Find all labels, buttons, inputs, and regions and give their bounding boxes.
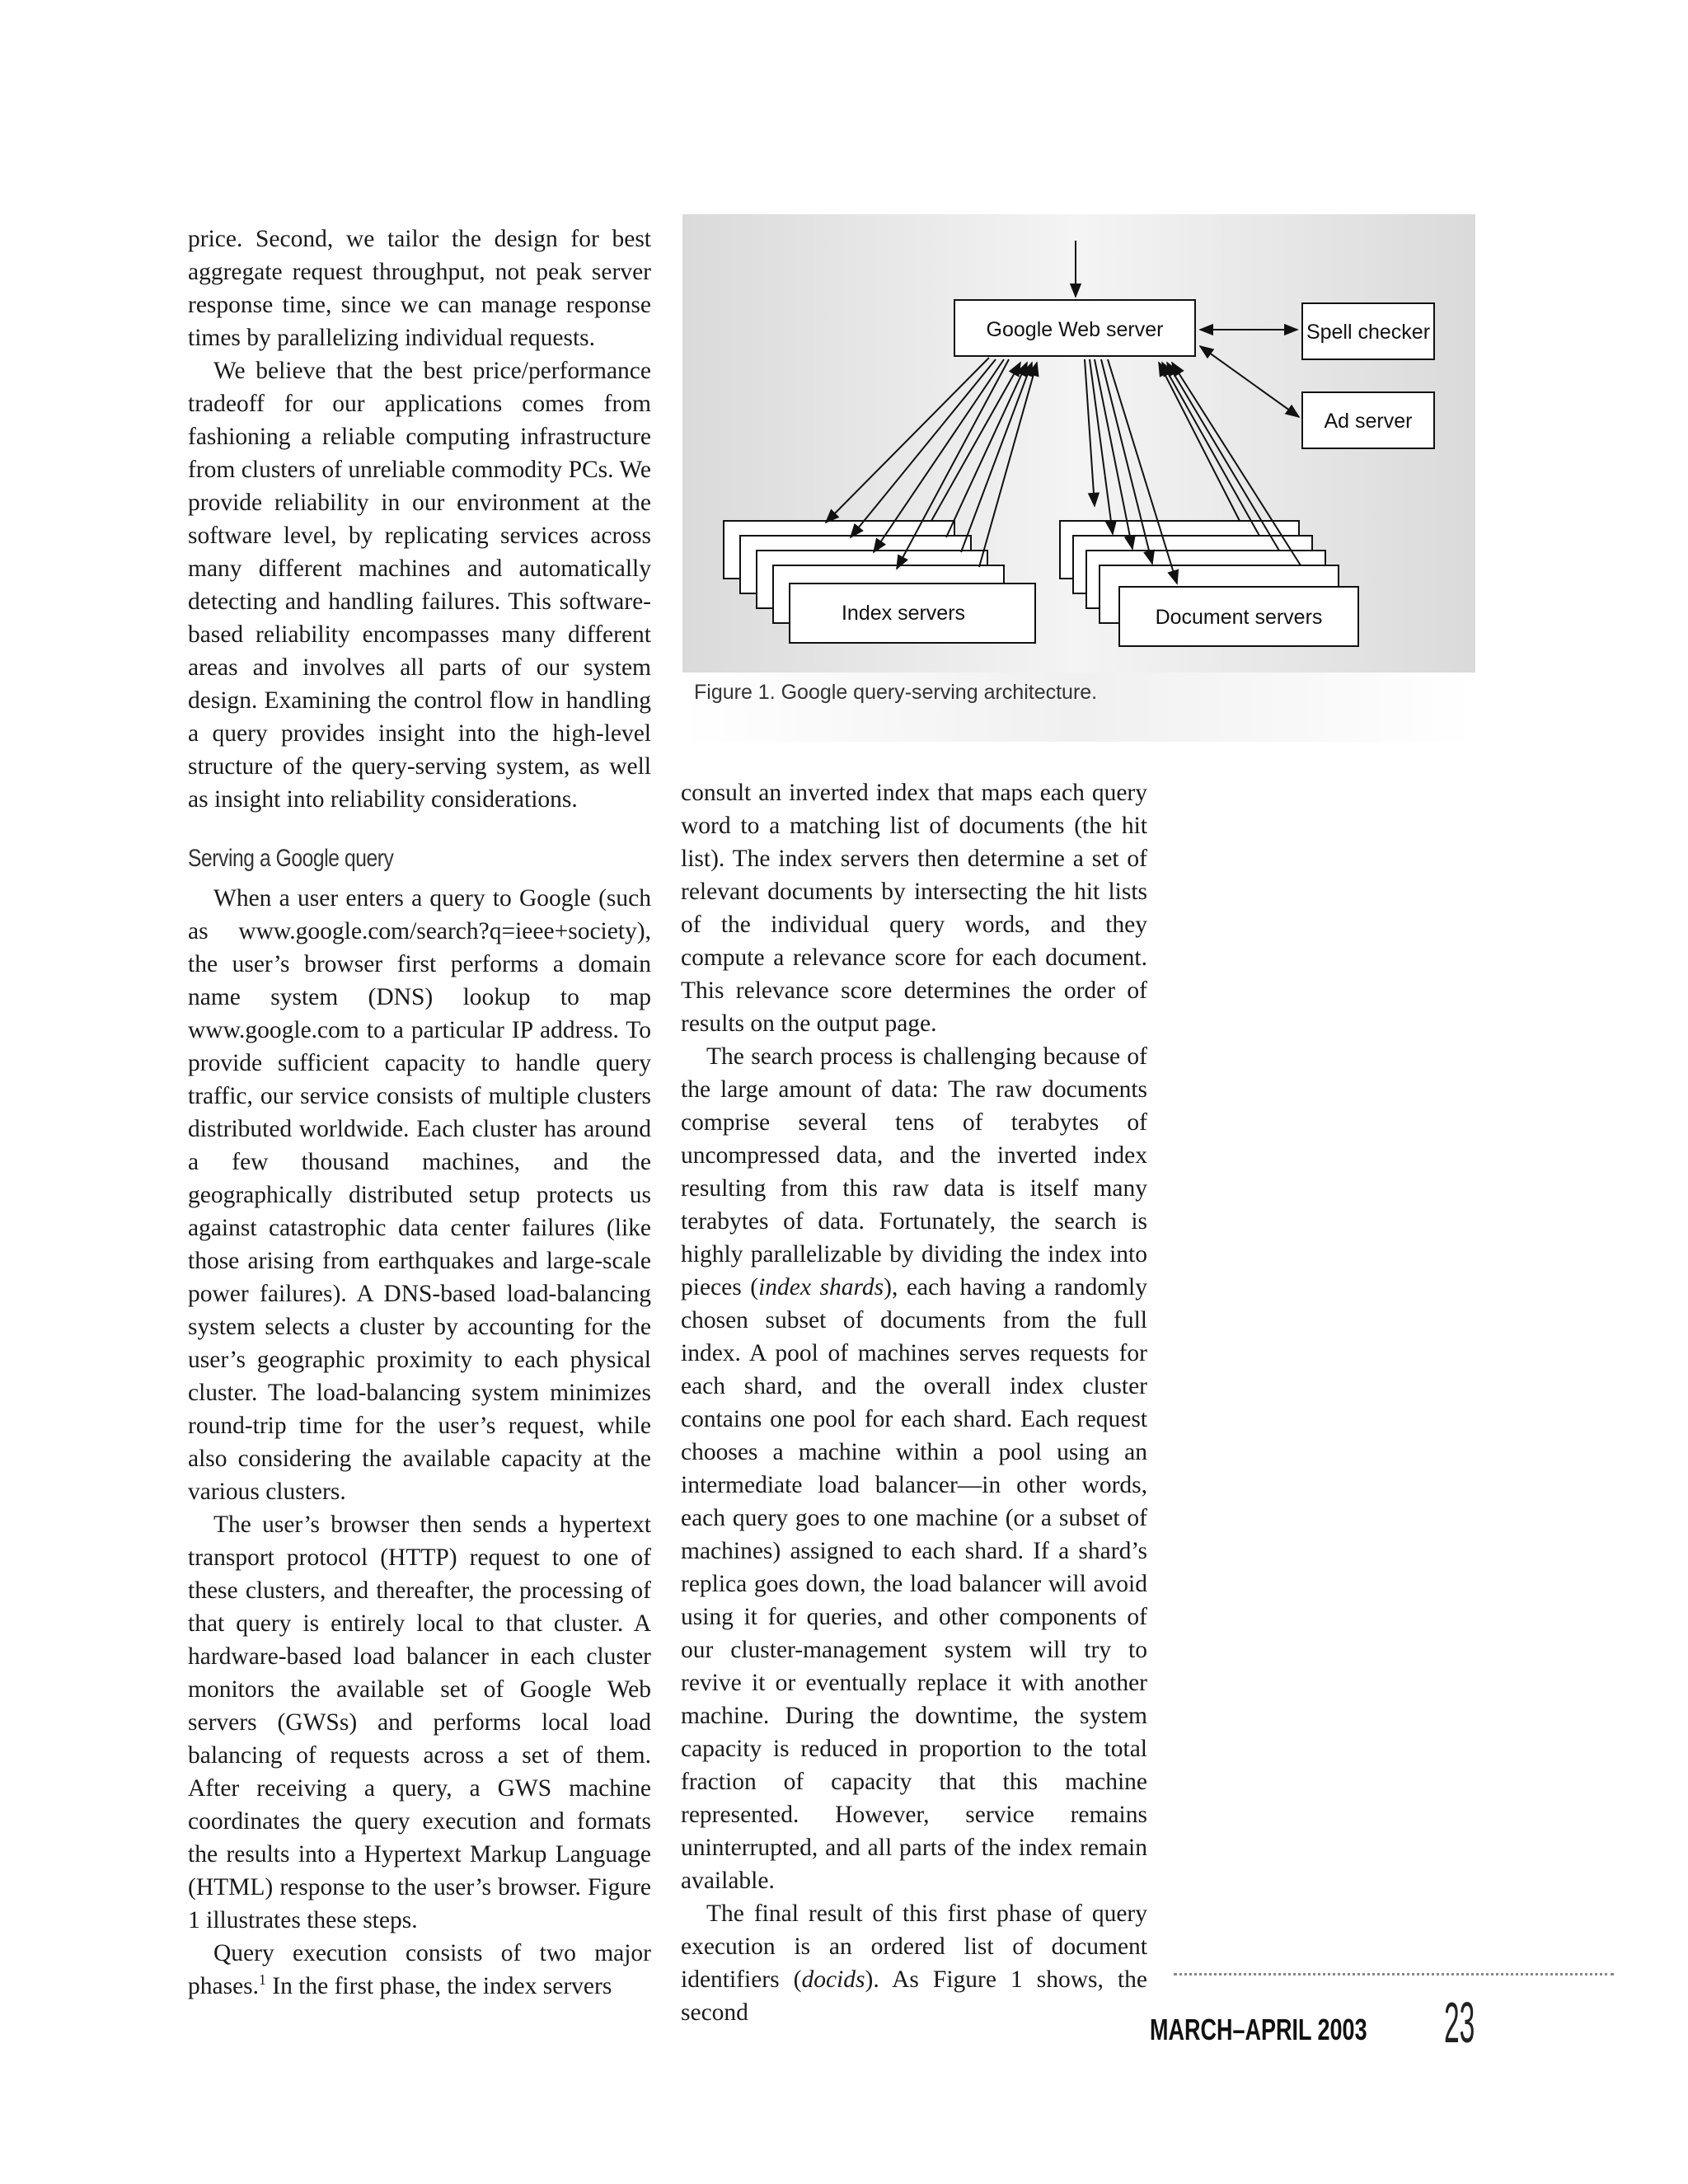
right-column	[681, 776, 1147, 2029]
gws-label: Google Web server	[986, 318, 1164, 341]
text-run: The search process is challenging because of the large amount of data: The raw documents comprise several tens of terabytes of uncompressed data, and the inverted index resulting from this raw data is itself many terabytes of data. Fortunately, the search is highly parallelizable by dividing the index into pieces (	[681, 1043, 1147, 1301]
footer-dotted-rule	[1174, 1973, 1614, 1975]
ad-server-label: Ad server	[1324, 410, 1413, 433]
italic-term: index shards	[758, 1274, 884, 1301]
paragraph: The user’s browser then sends a hypertext transport protocol (HTTP) request to one of these clusters, and thereafter, the processing of that query is entirely local to that cluster. A hardware-based load balancer in each cluster monitors the available set of Google Web servers (GWSs) and performs local load balancing of requests across a set of them. After receiving a query, a GWS machine coordinates the query execution and formats the results into a Hypertext Markup Language (HTML) response to the user’s browser. Figure 1 illustrates these steps.	[188, 1511, 651, 1933]
paragraph	[681, 1897, 1147, 2029]
spell-checker-label: Spell checker	[1306, 321, 1431, 344]
gws-ad-arrow	[1200, 346, 1299, 417]
text-run: The final result of this first phase of query execution is an ordered list of document identifiers (	[681, 1900, 1147, 1993]
index-servers-label: Index servers	[841, 602, 966, 625]
left-column	[188, 223, 651, 2003]
figure-caption: Figure 1. Google query-serving architecture.	[694, 681, 1098, 704]
text-run: Query execution consists of two major phases.	[188, 1940, 651, 1999]
page-number: 23	[1444, 1990, 1475, 2055]
italic-term: docids	[801, 1966, 865, 1993]
paragraph: consult an inverted index that maps each query word to a matching list of documents (the hit list). The index servers then determine a set of relevant documents by intersecting the hit lists of the individual query words, and they compute a relevance score for each document. This relevance score determines the order of results on the output page.	[681, 780, 1147, 1037]
paragraph	[188, 1937, 651, 2003]
footnote-marker: 1	[259, 1971, 266, 1989]
paragraph: price. Second, we tailor the design for best aggregate request throughput, not peak server response time, since we can manage response times by parallelizing individual requests.	[188, 226, 651, 351]
footer-issue-date: MARCH–APRIL 2003	[1150, 2013, 1367, 2046]
text-run: In the first phase, the index servers	[265, 1973, 612, 1999]
architecture-diagram	[682, 214, 1475, 673]
paragraph: When a user enters a query to Google (such as www.google.com/search?q=ieee+society), the user’s browser first performs a domain name system (DNS) lookup to map www.google.com to a particular IP address. To provide sufficient capacity to handle query traffic, our service consists of multiple clusters distributed worldwide. Each cluster has around a few thousand machines, and the geographically distributed setup protects us against catastrophic data center failures (like those arising from earthquakes and large-scale power failures). A DNS-based load-balancing system selects a cluster by accounting for the user’s geographic proximity to each physical cluster. The load-balancing system minimizes round-trip time for the user’s request, while also considering the available capacity at the various clusters.	[188, 885, 651, 1505]
section-heading: Serving a Google query	[188, 845, 394, 872]
document-servers-label: Document servers	[1155, 606, 1323, 629]
paragraph: We believe that the best price/performance tradeoff for our applications comes from fashioning a reliable computing infrastructure from clusters of unreliable commodity PCs. We provide reliability in our environment at the software level, by replicating services across many different machines and automatically detecting and handling failures. This software-based reliability encompasses many different areas and involves all parts of our system design. Examining the control flow in handling a query provides insight into the high-level structure of the query-serving system, as well as insight into reliability considerations.	[188, 358, 651, 813]
text-run: ), each having a randomly chosen subset of documents from the full index. A pool of machines serves requests for each shard, and the overall index cluster contains one pool for each shard. Each request chooses a machine within a pool using an intermediate load balancer—in other words, each query goes to one machine (or a subset of machines) assigned to each shard. If a shard’s replica goes down, the load balancer will avoid using it for queries, and other components of our cluster-management system will try to revive it or eventually replace it with another machine. During the downtime, the system capacity is reduced in proportion to the total fraction of capacity that this machine represented. However, service remains uninterrupted, and all parts of the index remain available.	[681, 1274, 1148, 1894]
text-run: ). As Figure 1 shows, the second	[681, 1966, 1147, 2026]
paragraph	[681, 1040, 1147, 1897]
figure	[682, 214, 1475, 742]
